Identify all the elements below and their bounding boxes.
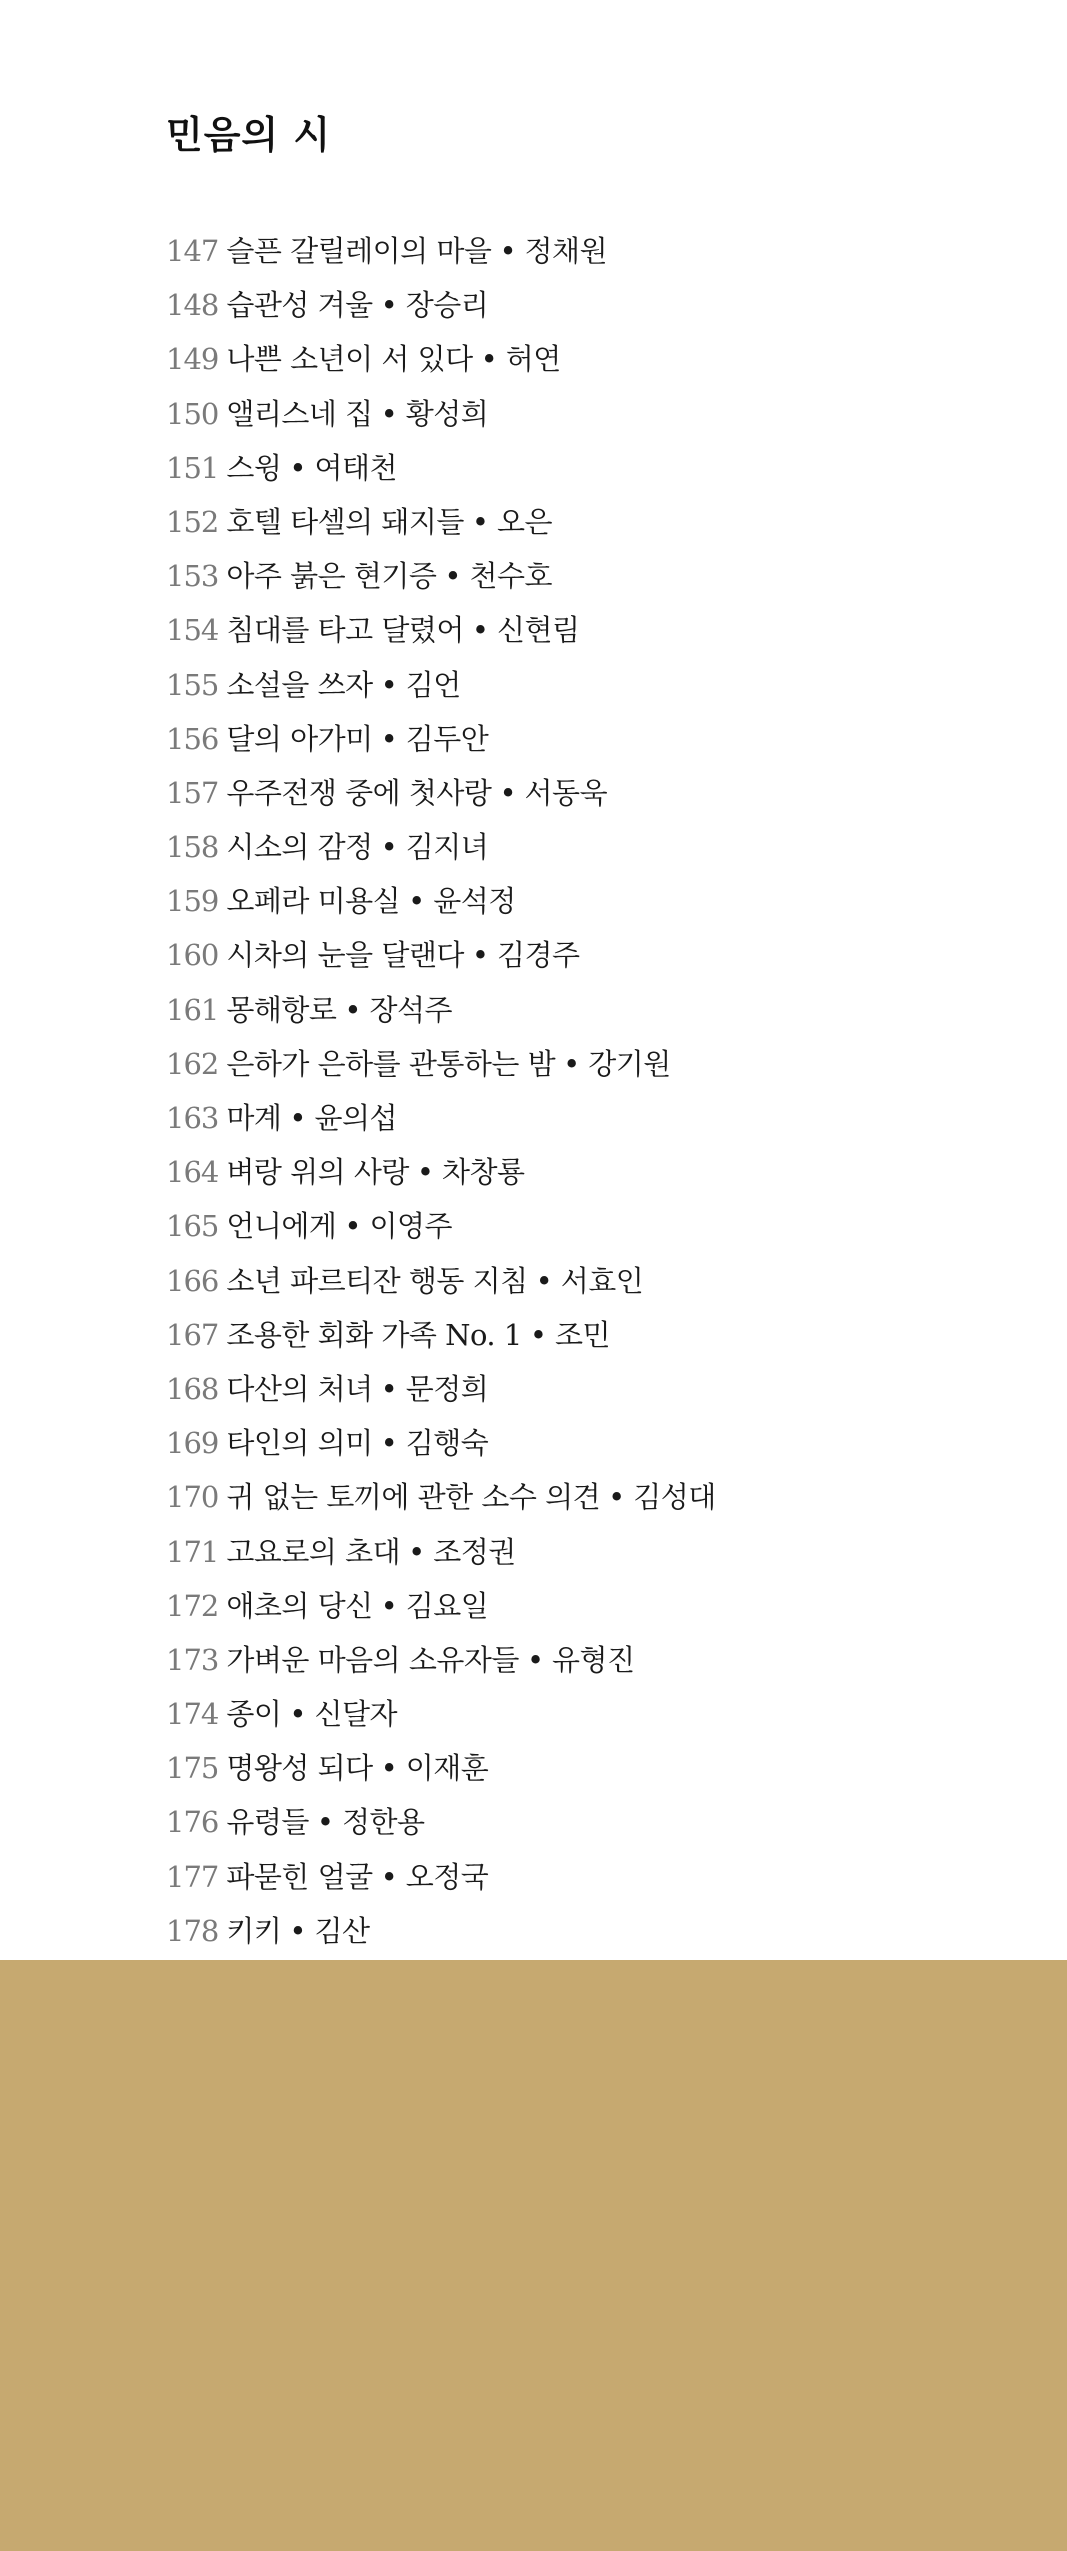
book-list-item	[166, 658, 716, 712]
bullet-separator: •	[380, 396, 398, 431]
book-author: 서효인	[560, 1263, 644, 1298]
book-list-item	[166, 1687, 716, 1741]
bullet-separator: •	[289, 450, 307, 485]
book-number: 171	[166, 1534, 219, 1569]
book-number: 147	[166, 234, 219, 268]
book-number: 170	[166, 1480, 219, 1515]
book-title: 나쁜 소년이 서 있다	[226, 342, 473, 377]
book-number: 168	[166, 1371, 219, 1406]
book-title: 시소의 감정	[226, 830, 373, 865]
book-number: 178	[166, 1913, 219, 1948]
book-author: 이재훈	[405, 1751, 489, 1786]
book-list-item	[166, 387, 716, 441]
book-number: 169	[166, 1426, 219, 1461]
bullet-separator: •	[344, 992, 362, 1027]
book-list-item	[166, 983, 716, 1037]
book-title: 마계	[226, 1101, 282, 1135]
bullet-separator: •	[344, 1209, 362, 1244]
bullet-separator: •	[380, 288, 398, 323]
book-number: 148	[166, 288, 219, 323]
book-number: 174	[166, 1697, 219, 1732]
tan-color-band	[0, 1960, 1067, 2551]
book-title: 고요로의 초대	[226, 1534, 401, 1569]
book-list-item	[166, 820, 716, 874]
book-author: 김지녀	[405, 830, 489, 865]
book-author: 장승리	[405, 288, 489, 323]
book-list-item	[166, 1416, 716, 1470]
book-number: 176	[166, 1805, 219, 1840]
book-number: 167	[166, 1317, 219, 1352]
book-title: 다산의 처녀	[226, 1371, 373, 1406]
book-title: 시차의 눈을 달랜다	[226, 938, 464, 973]
book-list-item	[166, 1037, 716, 1091]
bullet-separator: •	[471, 613, 490, 648]
book-title: 언니에게	[226, 1209, 337, 1244]
book-list-item	[166, 549, 716, 603]
bullet-separator: •	[380, 1426, 398, 1461]
book-title: 타인의 의미	[226, 1426, 373, 1461]
book-title: 앨리스네 집	[226, 396, 373, 431]
book-author: 천수호	[469, 559, 553, 594]
bullet-separator: •	[608, 1480, 626, 1515]
book-author: 장석주	[369, 992, 453, 1027]
bullet-separator: •	[499, 234, 517, 268]
book-number: 152	[166, 504, 219, 539]
book-number: 154	[166, 613, 219, 648]
book-author: 황성희	[405, 396, 489, 431]
book-author: 김행숙	[405, 1426, 489, 1461]
book-list-item	[166, 874, 716, 928]
book-list-item	[166, 603, 716, 657]
series-title: 민음의 시	[166, 113, 332, 157]
book-author: 조민	[554, 1317, 610, 1352]
book-title: 아주 붉은 현기증	[226, 559, 437, 594]
book-title: 오페라 미용실	[226, 884, 401, 919]
book-number: 156	[166, 721, 219, 756]
book-number: 151	[166, 450, 219, 485]
book-number: 159	[166, 884, 219, 919]
book-number: 175	[166, 1751, 219, 1786]
book-title: 슬픈 갈릴레이의 마을	[226, 234, 492, 268]
book-author: 유형진	[552, 1642, 635, 1677]
book-title: 귀 없는 토끼에 관한 소수 의견	[226, 1480, 601, 1515]
book-author: 김경주	[497, 938, 580, 973]
book-number: 172	[166, 1588, 219, 1623]
book-title: 소년 파르티잔 행동 지침	[226, 1263, 528, 1298]
book-number: 150	[166, 396, 219, 431]
book-author: 정한용	[342, 1805, 425, 1840]
book-author: 차창룡	[442, 1155, 525, 1190]
bullet-separator: •	[380, 1751, 398, 1786]
book-list-item	[166, 332, 716, 386]
book-list-item	[166, 1308, 716, 1362]
book-number: 162	[166, 1046, 219, 1081]
book-title: 조용한 회화 가족 No. 1	[226, 1317, 522, 1352]
book-list-item	[166, 1362, 716, 1416]
book-author: 윤석정	[433, 884, 516, 919]
book-list-item	[166, 1850, 716, 1904]
book-number: 164	[166, 1155, 219, 1190]
book-title: 침대를 타고 달렸어	[226, 613, 464, 648]
book-list-item	[166, 766, 716, 820]
book-number: 173	[166, 1642, 219, 1677]
book-number: 157	[166, 775, 219, 810]
book-number: 149	[166, 342, 219, 377]
book-title: 달의 아가미	[226, 721, 373, 756]
book-list-item	[166, 1741, 716, 1795]
bullet-separator: •	[416, 1155, 434, 1190]
book-list-item	[166, 1795, 716, 1849]
book-author: 윤의섭	[314, 1101, 398, 1135]
book-title: 습관성 겨울	[226, 288, 373, 323]
book-author: 서동욱	[524, 775, 608, 810]
bullet-separator: •	[444, 559, 462, 594]
book-number: 155	[166, 667, 219, 702]
bullet-separator: •	[535, 1263, 553, 1298]
bullet-separator: •	[529, 1317, 547, 1352]
book-author: 신현림	[497, 613, 580, 648]
book-author: 강기원	[588, 1046, 671, 1081]
bullet-separator: •	[380, 667, 398, 702]
book-title: 소설을 쓰자	[226, 667, 373, 702]
bullet-separator: •	[408, 884, 426, 919]
book-list-item	[166, 278, 716, 332]
book-list-item	[166, 1470, 716, 1524]
book-list-item	[166, 224, 716, 278]
book-author: 여태천	[314, 450, 398, 485]
book-title: 호텔 타셀의 돼지들	[226, 504, 464, 539]
bullet-separator: •	[316, 1805, 335, 1840]
book-author: 이영주	[369, 1209, 453, 1244]
book-title: 애초의 당신	[226, 1588, 373, 1623]
book-list-item	[166, 1633, 716, 1687]
book-list-item	[166, 928, 716, 982]
book-number: 166	[166, 1263, 219, 1298]
bullet-separator: •	[563, 1046, 581, 1081]
book-author: 정채원	[524, 234, 608, 268]
bullet-separator: •	[380, 721, 398, 756]
book-title: 스윙	[226, 450, 282, 485]
book-number: 177	[166, 1859, 219, 1894]
bullet-separator: •	[289, 1913, 307, 1948]
book-author: 오은	[497, 504, 553, 539]
bullet-separator: •	[380, 1588, 398, 1623]
book-title: 파묻힌 얼굴	[226, 1859, 373, 1894]
book-list-item	[166, 441, 716, 495]
book-list-item	[166, 1525, 716, 1579]
book-title: 우주전쟁 중에 첫사랑	[226, 775, 492, 810]
book-list-item	[166, 1254, 716, 1308]
book-title: 종이	[226, 1697, 282, 1732]
bullet-separator: •	[471, 938, 490, 973]
book-title: 은하가 은하를 관통하는 밤	[226, 1046, 556, 1081]
book-number: 160	[166, 938, 219, 973]
book-list-item	[166, 712, 716, 766]
book-author: 김두안	[405, 721, 489, 756]
book-number: 165	[166, 1209, 219, 1244]
book-author: 오정국	[405, 1859, 489, 1894]
bullet-separator: •	[380, 1859, 398, 1894]
bullet-separator: •	[471, 504, 490, 539]
book-list-item	[166, 1904, 716, 1958]
book-author: 김요일	[405, 1588, 489, 1623]
bullet-separator: •	[526, 1642, 545, 1677]
book-author: 문정희	[405, 1371, 489, 1406]
bullet-separator: •	[289, 1101, 307, 1135]
book-title: 가벼운 마음의 소유자들	[226, 1642, 519, 1677]
book-list-item	[166, 495, 716, 549]
book-title: 유령들	[226, 1805, 309, 1840]
book-list-item	[166, 1145, 716, 1199]
bullet-separator: •	[380, 1371, 398, 1406]
book-number: 163	[166, 1101, 219, 1135]
book-number: 161	[166, 992, 219, 1027]
book-author: 김언	[405, 667, 461, 702]
book-title: 명왕성 되다	[226, 1751, 373, 1786]
book-number: 158	[166, 830, 219, 865]
book-author: 신달자	[314, 1697, 398, 1732]
book-title: 몽해항로	[226, 992, 337, 1027]
bullet-separator: •	[499, 775, 517, 810]
bullet-separator: •	[289, 1697, 307, 1732]
book-title: 키키	[226, 1913, 282, 1948]
book-author: 조정권	[433, 1534, 516, 1569]
book-author: 김성대	[633, 1480, 716, 1515]
book-author: 허연	[505, 342, 561, 377]
bullet-separator: •	[408, 1534, 426, 1569]
book-number: 153	[166, 559, 219, 594]
bullet-separator: •	[480, 342, 498, 377]
book-list-item	[166, 1199, 716, 1253]
book-title: 벼랑 위의 사랑	[226, 1155, 409, 1190]
book-list	[166, 224, 716, 1958]
book-list-item	[166, 1091, 716, 1145]
book-author: 김산	[314, 1913, 370, 1948]
bullet-separator: •	[380, 830, 398, 865]
book-list-item	[166, 1579, 716, 1633]
